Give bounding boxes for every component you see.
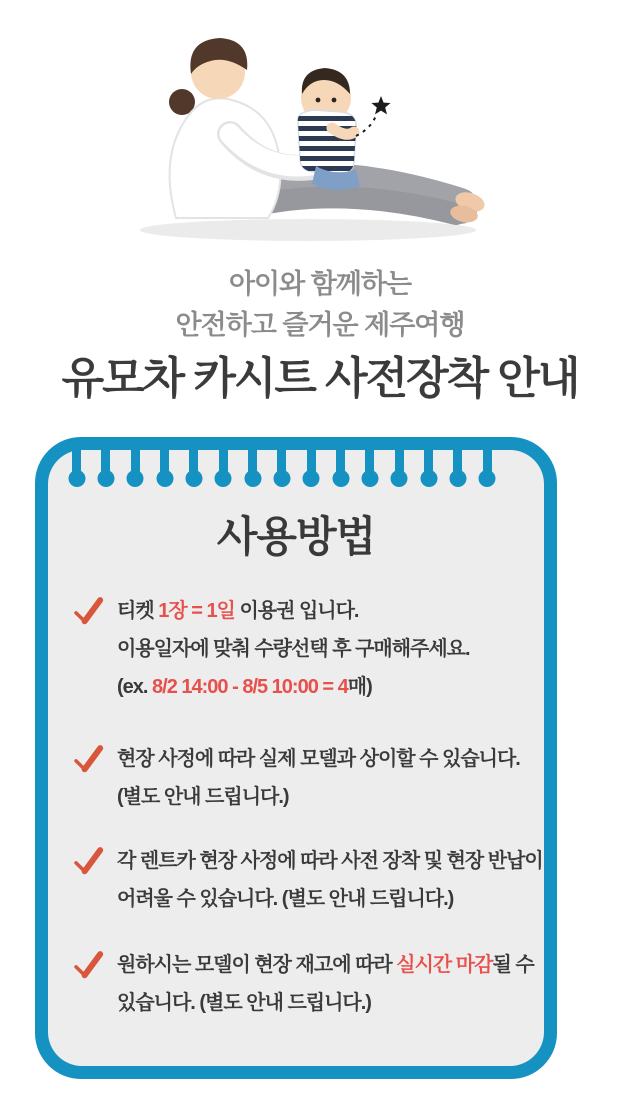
note-line bbox=[117, 880, 543, 918]
check-icon bbox=[71, 745, 105, 775]
text-segment: 있습니다. (별도 안내 드립니다.) bbox=[117, 992, 371, 1014]
highlight-segment: 실시간 마감 bbox=[396, 954, 493, 976]
text-segment: 원하시는 모델이 현장 재고에 따라 bbox=[117, 954, 397, 976]
notepad-tooth bbox=[336, 450, 345, 478]
notepad-tooth bbox=[453, 450, 462, 478]
star-icon bbox=[356, 96, 391, 136]
text-segment: 이용권 입니다. bbox=[234, 600, 359, 622]
note-text bbox=[117, 592, 470, 706]
usage-card bbox=[35, 437, 557, 1079]
notepad-tooth bbox=[160, 450, 169, 478]
usage-note-item bbox=[72, 740, 522, 816]
notepad-tooth bbox=[307, 450, 316, 478]
text-segment: (별도 안내 드립니다.) bbox=[117, 786, 289, 808]
notepad-tooth bbox=[365, 450, 374, 478]
usage-note-item bbox=[72, 842, 543, 918]
subtitle-line-1: 아이와 함께하는 bbox=[228, 269, 412, 299]
hero-illustration bbox=[118, 16, 520, 248]
text-segment: 될 수 bbox=[492, 954, 534, 976]
usage-note-item bbox=[72, 592, 522, 706]
text-segment: 현장 사정에 따라 실제 모델과 상이할 수 있습니다. bbox=[117, 748, 520, 770]
notepad-tooth bbox=[219, 450, 228, 478]
note-text bbox=[117, 842, 543, 918]
page-title: 유모차 카시트 사전장착 안내 bbox=[61, 354, 579, 403]
note-line bbox=[117, 842, 543, 880]
note-text bbox=[117, 740, 520, 816]
text-segment: 각 렌트카 현장 사정에 따라 사전 장착 및 현장 반납이 bbox=[117, 850, 543, 872]
usage-heading: 사용방법 bbox=[216, 513, 376, 560]
notepad-tooth bbox=[277, 450, 286, 478]
notepad-tooth bbox=[395, 450, 404, 478]
check-icon bbox=[71, 951, 105, 981]
highlight-segment: 1장 = 1일 bbox=[158, 600, 235, 622]
notepad-teeth bbox=[48, 450, 544, 496]
notepad-tooth bbox=[248, 450, 257, 478]
text-segment: 어려울 수 있습니다. (별도 안내 드립니다.) bbox=[117, 888, 454, 910]
text-segment: 매) bbox=[347, 676, 372, 698]
usage-card-panel bbox=[48, 450, 544, 1066]
text-segment: (ex. bbox=[117, 676, 153, 698]
notepad-tooth bbox=[72, 450, 81, 478]
note-line bbox=[117, 778, 520, 816]
usage-note-item bbox=[72, 946, 534, 1022]
mother-and-baby-image bbox=[118, 16, 520, 248]
note-line bbox=[117, 592, 470, 630]
usage-notes bbox=[48, 592, 544, 1022]
note-line bbox=[117, 630, 470, 668]
note-line bbox=[117, 946, 534, 984]
check-icon bbox=[71, 597, 105, 627]
notepad-tooth bbox=[424, 450, 433, 478]
notepad-tooth bbox=[101, 450, 110, 478]
notepad-tooth bbox=[131, 450, 140, 478]
notepad-tooth bbox=[189, 450, 198, 478]
note-line bbox=[117, 668, 470, 706]
note-line bbox=[117, 740, 520, 778]
note-line bbox=[117, 984, 534, 1022]
text-segment: 이용일자에 맞춰 수량선택 후 구매해주세요. bbox=[117, 638, 470, 660]
highlight-segment: 8/2 14:00 - 8/5 10:00 = 4 bbox=[152, 676, 348, 698]
text-segment: 티켓 bbox=[117, 600, 159, 622]
check-icon bbox=[71, 847, 105, 877]
note-text bbox=[117, 946, 534, 1022]
subtitle-line-2: 안전하고 즐거운 제주여행 bbox=[175, 310, 465, 340]
floor-shadow bbox=[140, 219, 476, 241]
notepad-tooth bbox=[483, 450, 492, 478]
